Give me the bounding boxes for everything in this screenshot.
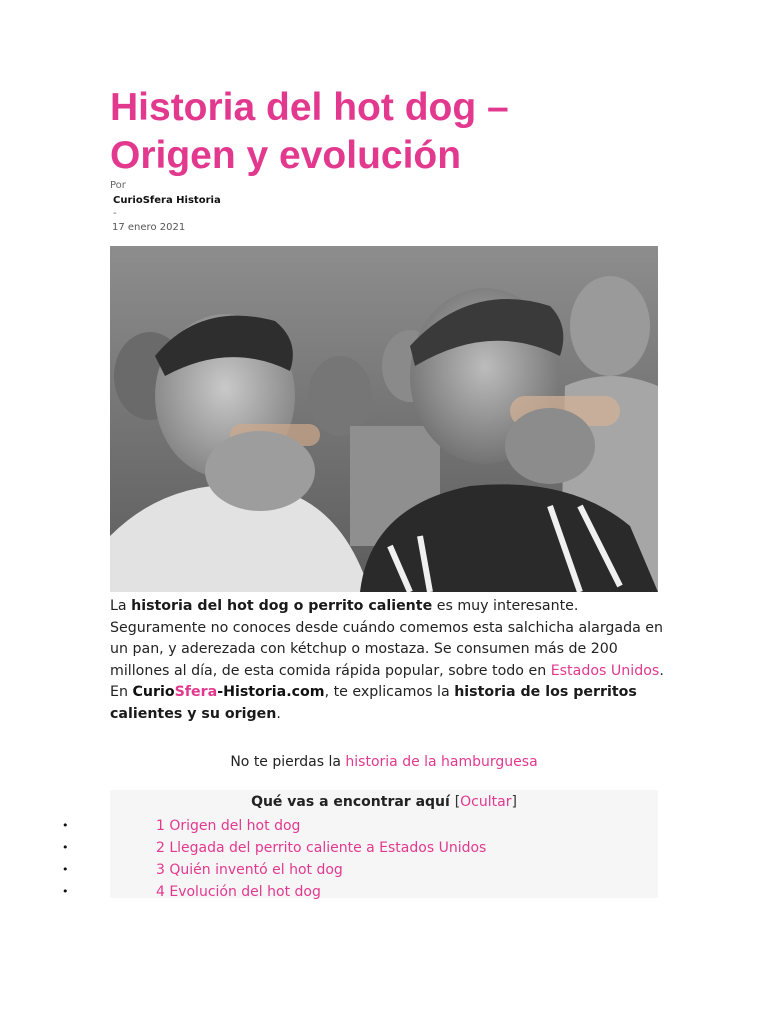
- author-link[interactable]: CurioSfera Historia: [113, 195, 221, 206]
- related-prefix: No te pierdas la: [230, 754, 346, 770]
- related-article: [110, 752, 658, 772]
- meta-separator: -: [113, 208, 117, 219]
- intro-bold-1: historia del hot dog o perrito caliente: [131, 598, 433, 614]
- intro-paragraph: [110, 596, 670, 725]
- hero-photo: [110, 246, 658, 592]
- byline-label: Por: [110, 180, 126, 191]
- toc-link-evolucion[interactable]: 4 Evolución del hot dog: [156, 884, 321, 900]
- intro-text-4: , te explicamos la: [324, 684, 455, 700]
- bullet-icon: •: [62, 841, 69, 854]
- toc-link-llegada[interactable]: 2 Llegada del perrito caliente a Estados Unidos: [156, 840, 487, 856]
- table-of-contents: [62, 790, 658, 900]
- brand-part-sfera: Sfera: [174, 684, 218, 700]
- article-title-line-1: Historia del hot dog –: [110, 86, 509, 129]
- toc-link-origen[interactable]: 1 Origen del hot dog: [156, 818, 301, 834]
- toc-hide-button[interactable]: Ocultar: [460, 794, 512, 810]
- toc-item: [62, 816, 662, 836]
- toc-bracket-close: ]: [511, 794, 517, 810]
- related-link-hamburguesa[interactable]: historia de la hamburguesa: [345, 754, 538, 770]
- intro-text-1: La: [110, 598, 132, 614]
- bullet-icon: •: [62, 819, 69, 832]
- article-title: [110, 84, 670, 180]
- bullet-icon: •: [62, 885, 69, 898]
- toc-title: Qué vas a encontrar aquí: [251, 794, 450, 810]
- publish-date: 17 enero 2021: [112, 222, 186, 233]
- brand-part-historia: -Historia.com: [217, 684, 325, 700]
- toc-bracket-open: [: [454, 794, 461, 810]
- site-brand-link[interactable]: [132, 684, 324, 700]
- intro-text-5: .: [276, 705, 281, 722]
- toc-header: [110, 794, 658, 810]
- intro-text-2: es muy interesante. Seguramente no conoces desde cuándo comemos esta salchicha alargada en un pan, y aderezada con kétchup o mostaza. Se consumen más de 200 millones al día, de esta comida rápida popular, sobre todo en: [110, 598, 664, 679]
- toc-item: [62, 860, 662, 880]
- article-title-line-2: Origen y evolución: [110, 134, 462, 177]
- link-estados-unidos[interactable]: Estados Unidos: [550, 662, 660, 679]
- brand-part-curio: Curio: [132, 684, 175, 700]
- intro-text-3: . En: [110, 662, 664, 700]
- intro-bold-2: historia de los perritos calientes y su origen: [110, 684, 637, 722]
- toc-toggle: [455, 794, 517, 810]
- boys-eating-hot-dogs-photo: [110, 246, 658, 592]
- toc-item: [62, 838, 662, 858]
- toc-item: [62, 882, 662, 902]
- toc-link-inventor[interactable]: 3 Quién inventó el hot dog: [156, 862, 343, 878]
- bullet-icon: •: [62, 863, 69, 876]
